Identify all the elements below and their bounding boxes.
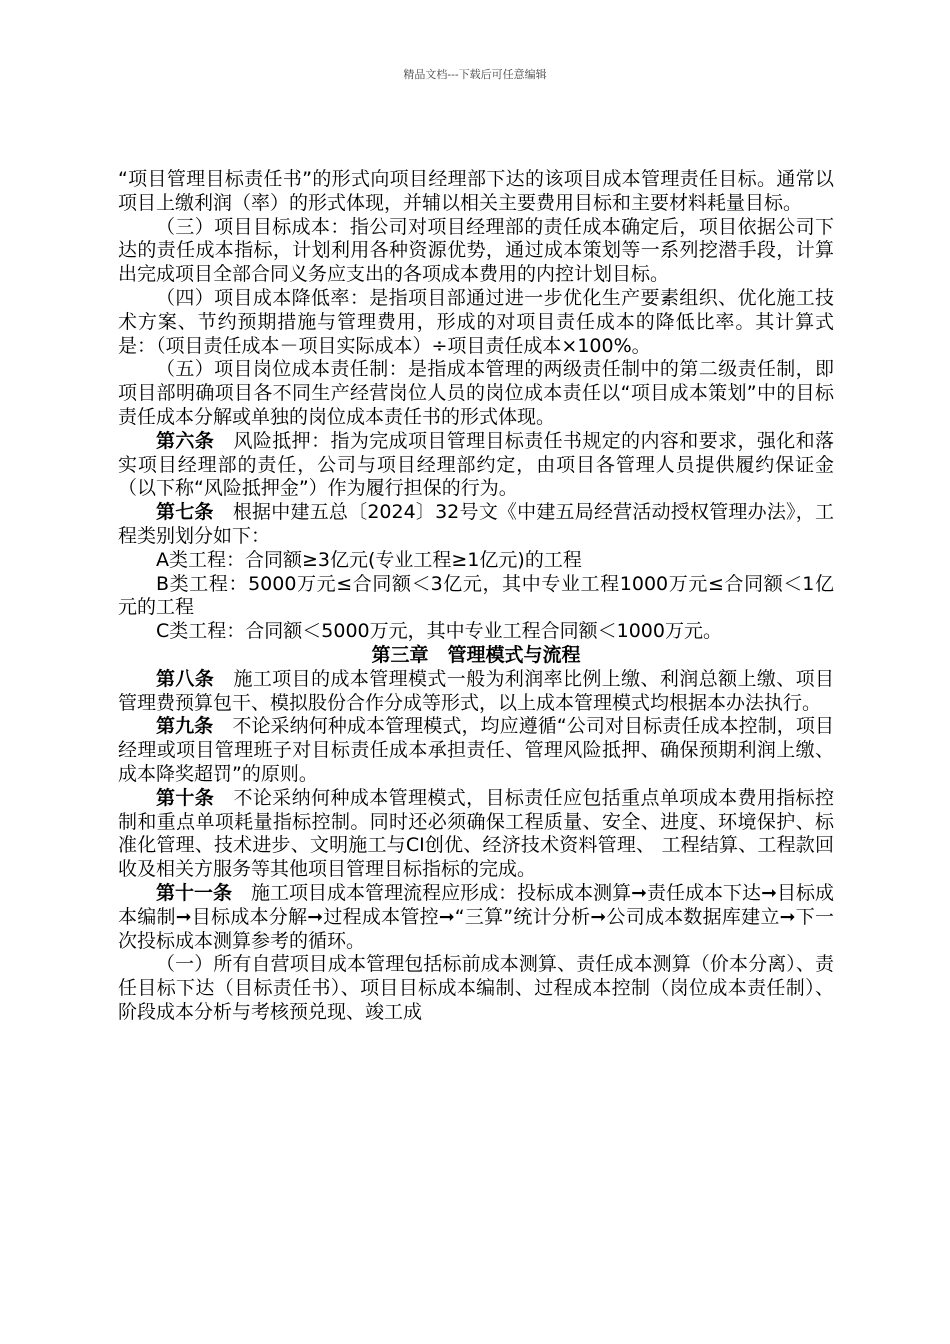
article-9 — [118, 715, 834, 786]
article-6-text: 风险抵押：指为完成项目管理目标责任书规定的内容和要求，强化和落实项目经理部的责任，公司与项目经理部约定，由项目各管理人员提供履约保证金（以下称“风险抵押金”）作为履行担保的行为。 — [118, 429, 834, 500]
article-6-label: 第六条 — [156, 429, 215, 452]
article-8-text: 施工项目的成本管理模式一般为利润率比例上缴、利润总额上缴、项目管理费预算包干、模拟股份合作分成等形式，以上成本管理模式均根据本办法执行。 — [118, 667, 834, 714]
article-10 — [118, 787, 834, 882]
article-9-text: 不论采纳何种成本管理模式，均应遵循“公司对目标责任成本控制，项目经理或项目管理班子对目标责任成本承担责任、管理风险抵押、确保预期利润上缴、成本降奖超罚”的原则。 — [118, 715, 834, 785]
article-11-text: 施工项目成本管理流程应形成：投标成本测算➞责任成本下达➞目标成本编制➞目标成本分解➞过程成本管控➞“三算”统计分析➞公司成本数据库建立➞下一次投标成本测算参考的循环。 — [118, 881, 834, 952]
paragraph-project-target-cost: （三）项目目标成本：指公司对项目经理部的责任成本确定后，项目依据公司下达的责任成本指标，计划利用各种资源优势，通过成本策划等一系列挖潜手段，计算出完成项目全部合同义务应支出的各项成本费用的内控计划目标。 — [118, 215, 834, 286]
article-7-text: 根据中建五总〔2024〕32号文《中建五局经营活动授权管理办法》，工程类别划分如下： — [118, 501, 834, 547]
article-6 — [118, 430, 834, 501]
article-10-label: 第十条 — [156, 786, 215, 809]
page-header: 精品文档---下载后可任意编辑 — [403, 68, 547, 81]
paragraph-self-operated-projects: （一）所有自营项目成本管理包括标前成本测算、责任成本测算（价本分离）、责任目标下达（目标责任书）、项目目标成本编制、过程成本控制（岗位成本责任制）、阶段成本分析与考核预兑现、竣工成 — [118, 953, 834, 1023]
article-7 — [118, 501, 834, 549]
class-c-item: C类工程：合同额＜5000万元，其中专业工程合同额＜1000万元。 — [156, 620, 722, 643]
article-11 — [118, 882, 834, 953]
paragraph-cost-reduction-rate: （四）项目成本降低率：是指项目部通过进一步优化生产要素组织、优化施工技术方案、节约预期措施与管理费用，形成的对项目责任成本的降低比率。其计算式是：（项目责任成本－项目实际成本）÷项目责任成本×100%。 — [118, 286, 834, 357]
article-8 — [118, 668, 834, 716]
class-a-item: A类工程：合同额≥3亿元(专业工程≥1亿元)的工程 — [156, 548, 582, 571]
paragraph-post-cost-responsibility: （五）项目岗位成本责任制：是指成本管理的两级责任制中的第二级责任制，即项目部明确项目各不同生产经营岗位人员的岗位成本责任以“项目成本策划”中的目标责任成本分解或单独的岗位成本责任书的形式体现。 — [118, 358, 834, 428]
class-b-item: B类工程：5000万元≤合同额＜3亿元，其中专业工程1000万元≤合同额＜1亿元的工程 — [118, 572, 834, 619]
article-11-label: 第十一条 — [156, 881, 233, 904]
article-8-label: 第八条 — [156, 667, 215, 690]
chapter-3-heading: 第三章 管理模式与流程 — [371, 643, 581, 666]
article-7-label: 第七条 — [156, 501, 214, 524]
document-body — [118, 168, 834, 1025]
article-10-text: 不论采纳何种成本管理模式，目标责任应包括重点单项成本费用指标控制和重点单项耗量指标控制。同时还必须确保工程质量、安全、进度、环境保护、标准化管理、技术进步、文明施工与CI创优、经济技术资料管理、 工程结算、工程款回收及相关方服务等其他项目管理目标指标的完成。 — [118, 786, 834, 881]
article-9-label: 第九条 — [156, 715, 214, 738]
paragraph-responsibility-target: “项目管理目标责任书”的形式向项目经理部下达的该项目成本管理责任目标。通常以项目上缴利润（率）的形式体现，并辅以相关主要费用目标和主要材料耗量目标。 — [118, 168, 834, 214]
